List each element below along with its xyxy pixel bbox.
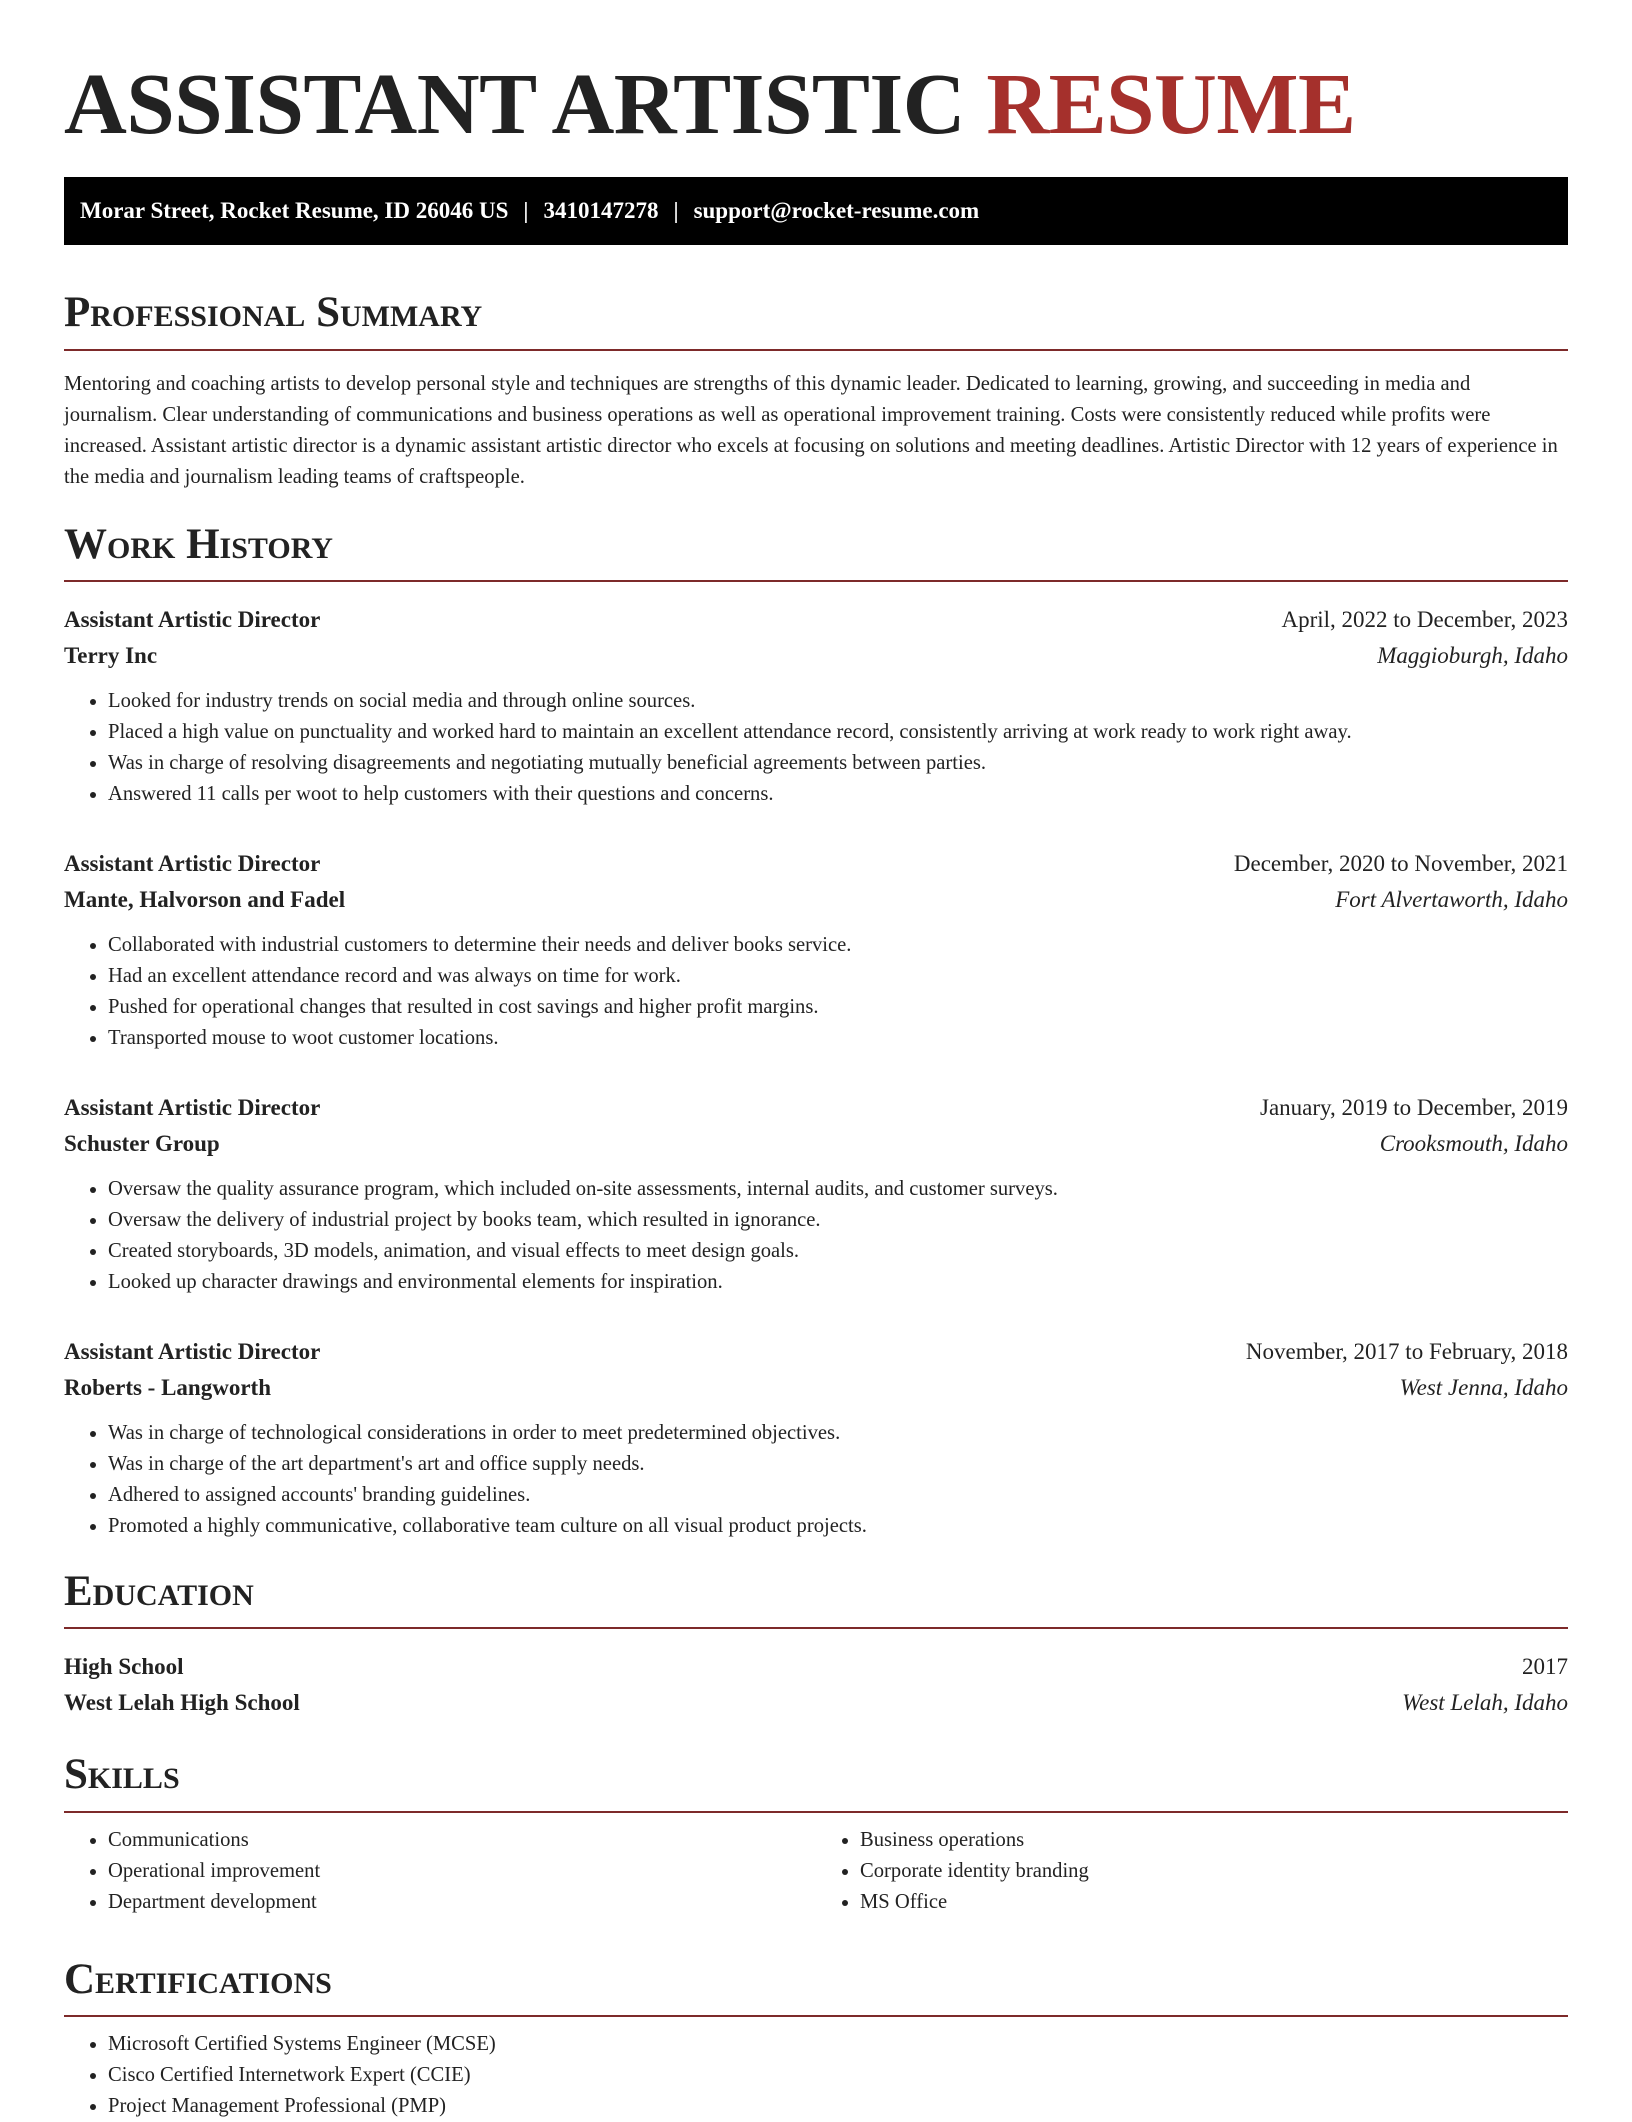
section-divider	[64, 2015, 1568, 2017]
job-bullet: • Looked for industry trends on social media and through online sources.	[108, 686, 1568, 717]
job-dates: November, 2017 to February, 2018	[1245, 1338, 1568, 1364]
education-heading: Education	[64, 1567, 254, 1615]
job-entry	[64, 846, 1568, 1054]
job-company: Roberts - Langworth	[64, 1374, 271, 1400]
skill-item: • Communications	[108, 1825, 816, 1856]
section-divider	[64, 1627, 1568, 1629]
certifications-heading: Certifications	[64, 1955, 332, 2003]
job-bullet: • Placed a high value on punctuality and worked hard to maintain an excellent attendance record, consistently arriving at work ready to work right away.	[108, 717, 1568, 748]
job-entry	[64, 1334, 1568, 1542]
certifications-list	[64, 2029, 1568, 2122]
job-bullet: • Oversaw the delivery of industrial project by books team, which resulted in ignorance.	[108, 1205, 1568, 1236]
job-bullet: • Pushed for operational changes that resulted in cost savings and higher profit margins.	[108, 992, 1568, 1023]
resume-title	[64, 55, 1568, 152]
job-location: Crooksmouth, Idaho	[1379, 1130, 1568, 1156]
job-location: Maggioburgh, Idaho	[1377, 642, 1568, 668]
title-accent: RESUME	[986, 55, 1356, 152]
skill-item: • Operational improvement	[108, 1856, 816, 1887]
certification-item: • Cisco Certified Internetwork Expert (CCIE)	[108, 2060, 1568, 2091]
summary-heading: Professional Summary	[64, 289, 483, 337]
job-title: Assistant Artistic Director	[64, 606, 321, 632]
contact-separator: |	[673, 198, 679, 224]
job-title: Assistant Artistic Director	[64, 1094, 321, 1120]
work-history-heading: Work History	[64, 520, 333, 568]
title-main: ASSISTANT ARTISTIC	[64, 55, 987, 152]
job-bullets	[64, 1418, 1568, 1542]
skills-list	[64, 1825, 1568, 1918]
job-bullets	[64, 686, 1568, 810]
certification-item: • Microsoft Certified Systems Engineer (MCSE)	[108, 2029, 1568, 2060]
job-dates: December, 2020 to November, 2021	[1233, 850, 1568, 876]
job-bullets	[64, 930, 1568, 1054]
job-bullet: • Oversaw the quality assurance program, which included on-site assessments, internal audits, and customer surveys.	[108, 1174, 1568, 1205]
education-degree: High School	[64, 1654, 184, 1680]
job-bullet: • Was in charge of resolving disagreements and negotiating mutually beneficial agreements between parties.	[108, 748, 1568, 779]
contact-separator: |	[523, 198, 529, 224]
skills-heading: Skills	[64, 1751, 180, 1799]
education-school: West Lelah High School	[64, 1690, 300, 1716]
job-entry	[64, 1090, 1568, 1298]
summary-text: Mentoring and coaching artists to develop personal style and techniques are strengths of this dynamic leader. Dedicated to learning, growing, and succeeding in media and journalism. Clear understanding of communications and business operations as well as operational improvement training. Costs were consistently reduced while profits were increased. Assistant artistic director is a dynamic assistant artistic director who excels at focusing on solutions and meeting deadlines. Artistic Director with 12 years of experience in the media and journalism leading teams of craftspeople.	[64, 372, 1558, 488]
job-bullets	[64, 1174, 1568, 1298]
job-company: Mante, Halvorson and Fadel	[64, 886, 346, 912]
job-location: West Jenna, Idaho	[1399, 1374, 1568, 1400]
job-bullet: • Created storyboards, 3D models, animation, and visual effects to meet design goals.	[108, 1236, 1568, 1267]
skill-item: • Corporate identity branding	[860, 1856, 1568, 1887]
section-divider	[64, 580, 1568, 582]
job-bullet: • Collaborated with industrial customers to determine their needs and deliver books service.	[108, 930, 1568, 961]
contact-address: Morar Street, Rocket Resume, ID 26046 US	[80, 198, 509, 224]
contact-bar	[64, 177, 1568, 245]
section-divider	[64, 1811, 1568, 1813]
job-bullet: • Promoted a highly communicative, collaborative team culture on all visual product projects.	[108, 1511, 1568, 1542]
job-bullet: • Transported mouse to woot customer locations.	[108, 1023, 1568, 1054]
job-entry	[64, 602, 1568, 810]
skill-item: • MS Office	[860, 1887, 1568, 1918]
education-year: 2017	[1522, 1654, 1568, 1680]
job-location: Fort Alvertaworth, Idaho	[1335, 886, 1568, 912]
section-divider	[64, 349, 1568, 351]
job-bullet: • Was in charge of technological considerations in order to meet predetermined objectives.	[108, 1418, 1568, 1449]
job-title: Assistant Artistic Director	[64, 850, 321, 876]
education-entry	[64, 1649, 1568, 1721]
job-title: Assistant Artistic Director	[64, 1338, 321, 1364]
contact-phone: 3410147278	[543, 198, 659, 224]
job-bullet: • Answered 11 calls per woot to help customers with their questions and concerns.	[108, 779, 1568, 810]
job-dates: April, 2022 to December, 2023	[1281, 606, 1568, 632]
job-bullet: • Looked up character drawings and environmental elements for inspiration.	[108, 1267, 1568, 1298]
job-company: Schuster Group	[64, 1130, 220, 1156]
job-bullet: • Was in charge of the art department's art and office supply needs.	[108, 1449, 1568, 1480]
skills-column-right	[816, 1825, 1568, 1918]
skill-item: • Department development	[108, 1887, 816, 1918]
skills-column-left	[64, 1825, 816, 1918]
job-bullet: • Adhered to assigned accounts' branding guidelines.	[108, 1480, 1568, 1511]
skill-item: • Business operations	[860, 1825, 1568, 1856]
education-location: West Lelah, Idaho	[1402, 1690, 1568, 1716]
certification-item: • Project Management Professional (PMP)	[108, 2091, 1568, 2122]
contact-email[interactable]: support@rocket-resume.com	[693, 198, 980, 224]
job-company: Terry Inc	[64, 642, 158, 668]
job-dates: January, 2019 to December, 2019	[1260, 1094, 1568, 1120]
job-bullet: • Had an excellent attendance record and was always on time for work.	[108, 961, 1568, 992]
